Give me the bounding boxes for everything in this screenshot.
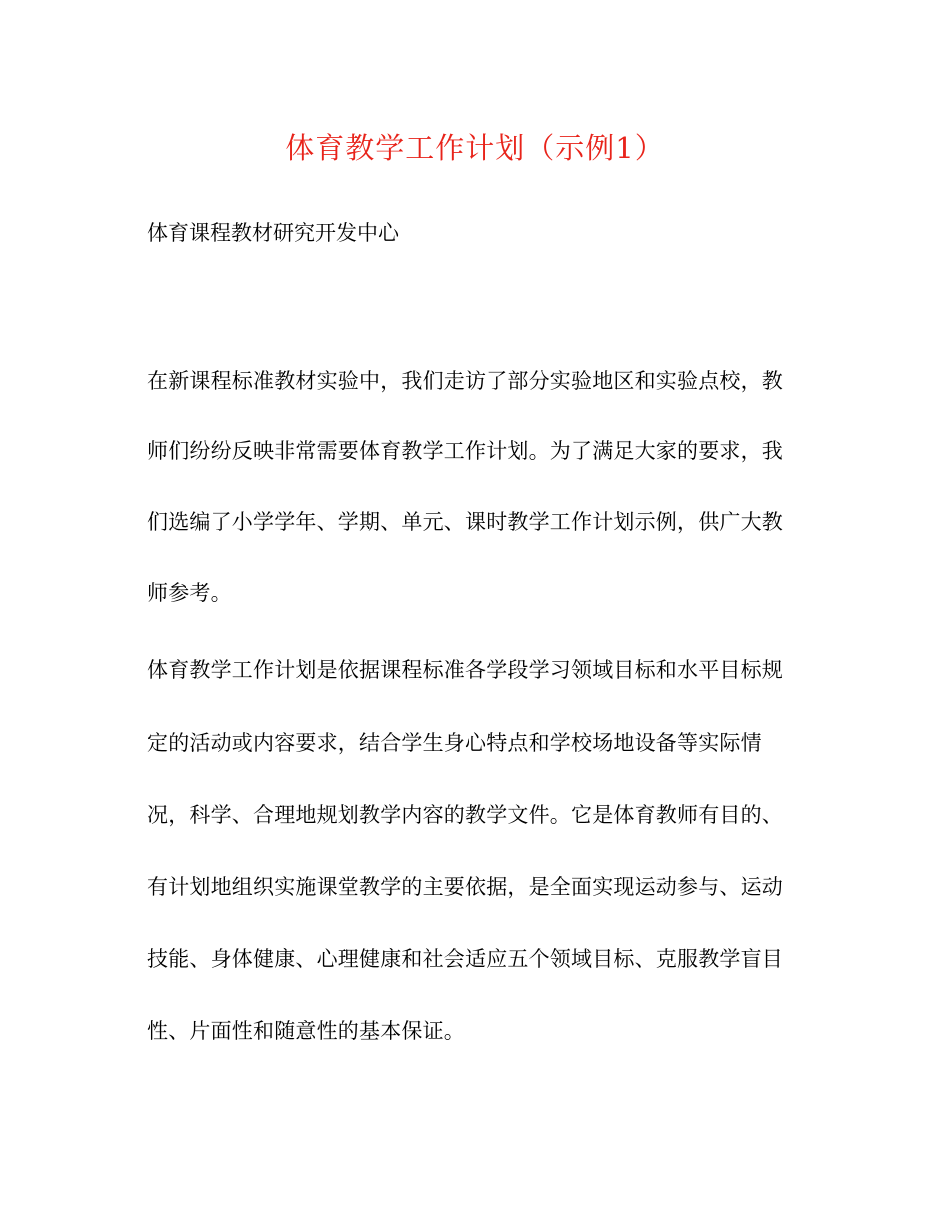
- document-title: 体育教学工作计划（示例1）: [285, 131, 665, 165]
- paragraph-1-line-3: 们选编了小学学年、学期、单元、课时教学工作计划示例，供广大教: [147, 510, 783, 534]
- paragraph-2-line-6: 性、片面性和随意性的基本保证。: [147, 1019, 465, 1043]
- paragraph-1-line-2: 师们纷纷反映非常需要体育教学工作计划。为了满足大家的要求，我: [147, 439, 783, 463]
- paragraph-2-line-1: 体育教学工作计划是依据课程标准各学段学习领域目标和水平目标规: [147, 658, 783, 682]
- paragraph-2-line-4: 有计划地组织实施课堂教学的主要依据，是全面实现运动参与、运动: [147, 875, 783, 899]
- paragraph-2-line-2: 定的活动或内容要求，结合学生身心特点和学校场地设备等实际情: [147, 731, 762, 755]
- paragraph-2-line-3: 况，科学、合理地规划教学内容的教学文件。它是体育教师有目的、: [147, 803, 783, 827]
- document-author: 体育课程教材研究开发中心: [147, 221, 399, 245]
- paragraph-1-line-1: 在新课程标准教材实验中，我们走访了部分实验地区和实验点校，教: [147, 369, 783, 393]
- paragraph-1-line-4: 师参考。: [147, 581, 232, 605]
- paragraph-2-line-5: 技能、身体健康、心理健康和社会适应五个领域目标、克服教学盲目: [147, 947, 783, 971]
